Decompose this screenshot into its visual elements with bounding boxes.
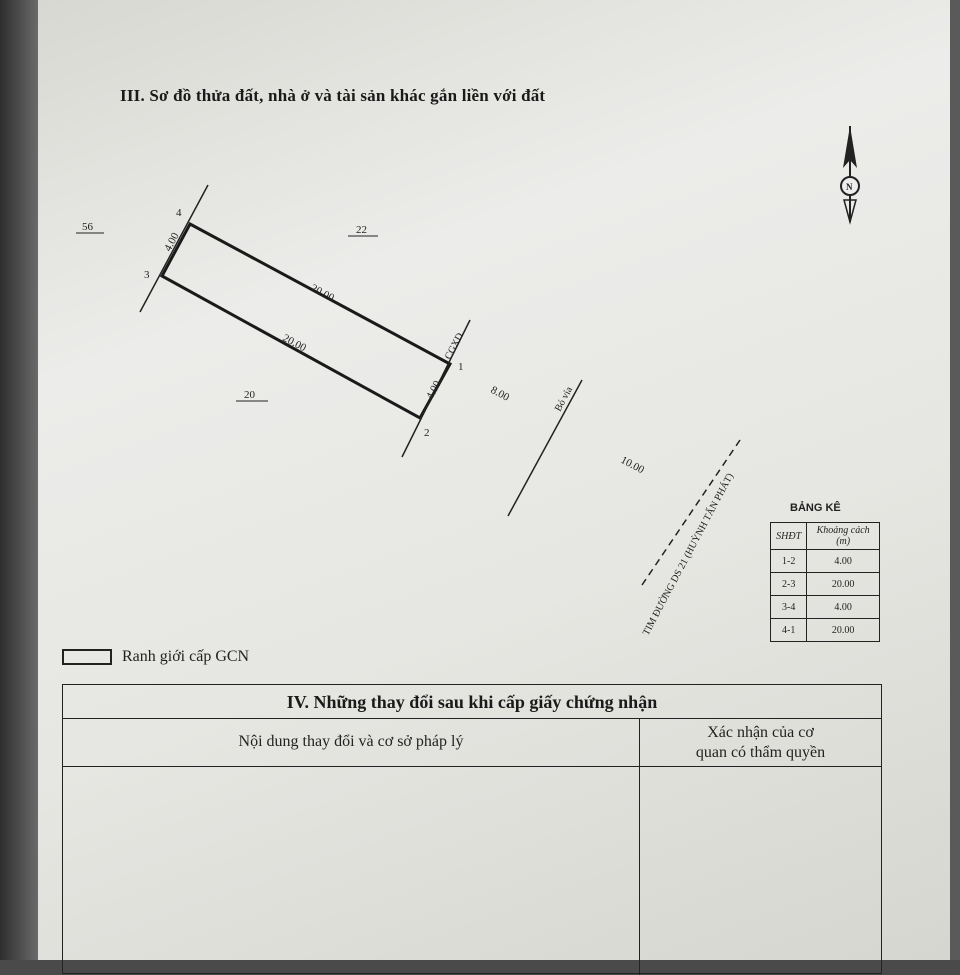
dimension-bottom: 20.00 (280, 332, 309, 355)
parcel-boundary (162, 224, 450, 418)
north-arrow-icon (841, 126, 859, 222)
distance-to-centerline: 10.00 (618, 454, 647, 477)
bang-ke-header-segment: SHĐT (771, 523, 807, 550)
neighbor-label: 56 (82, 221, 93, 233)
point-label: 3 (144, 269, 150, 281)
section-4-table (62, 684, 882, 974)
setback-label: CGXD (442, 331, 466, 362)
dimension-top: 20.00 (308, 282, 337, 305)
section-3-title: III. Sơ đồ thửa đất, nhà ở và tài sản khác gắn liền với đất (120, 86, 546, 105)
road-centerline (640, 440, 740, 588)
curb-line (508, 380, 582, 516)
svg-text:N: N (846, 182, 853, 192)
point-label: 1 (458, 361, 464, 373)
curb-label: Bó vỉa (552, 384, 576, 414)
dimension-left: 4.00 (162, 230, 182, 254)
neighbor-label: 22 (356, 224, 367, 236)
bang-ke-table (770, 522, 880, 642)
centerline-label: TIM ĐƯỜNG DS 21 (HUỲNH TẤN PHÁT) (640, 471, 737, 638)
legend-swatch (62, 649, 112, 665)
table-row: 2-3 20.00 (771, 573, 880, 596)
neighbor-label: 20 (244, 389, 255, 401)
table-row: 3-4 4.00 (771, 596, 880, 619)
bang-ke-header-distance: Khoảng cách (m) (807, 523, 880, 550)
table-row: 1-2 4.00 (771, 550, 880, 573)
dimension-right: 4.00 (424, 378, 444, 402)
point-label: 2 (424, 427, 430, 439)
section-4-title: IV. Những thay đổi sau khi cấp giấy chứng nhận (63, 685, 881, 719)
distance-to-curb: 8.00 (488, 384, 512, 404)
point-label: 4 (176, 207, 182, 219)
column-header-changes: Nội dung thay đổi và cơ sở pháp lý (63, 719, 640, 767)
table-row: 4-1 20.00 (771, 619, 880, 642)
legend-label: Ranh giới cấp GCN (122, 648, 250, 665)
changes-content-cell (63, 767, 640, 975)
column-header-confirmation: Xác nhận của cơ quan có thẩm quyền (640, 719, 881, 767)
bang-ke-title: BẢNG KÊ (790, 502, 841, 514)
